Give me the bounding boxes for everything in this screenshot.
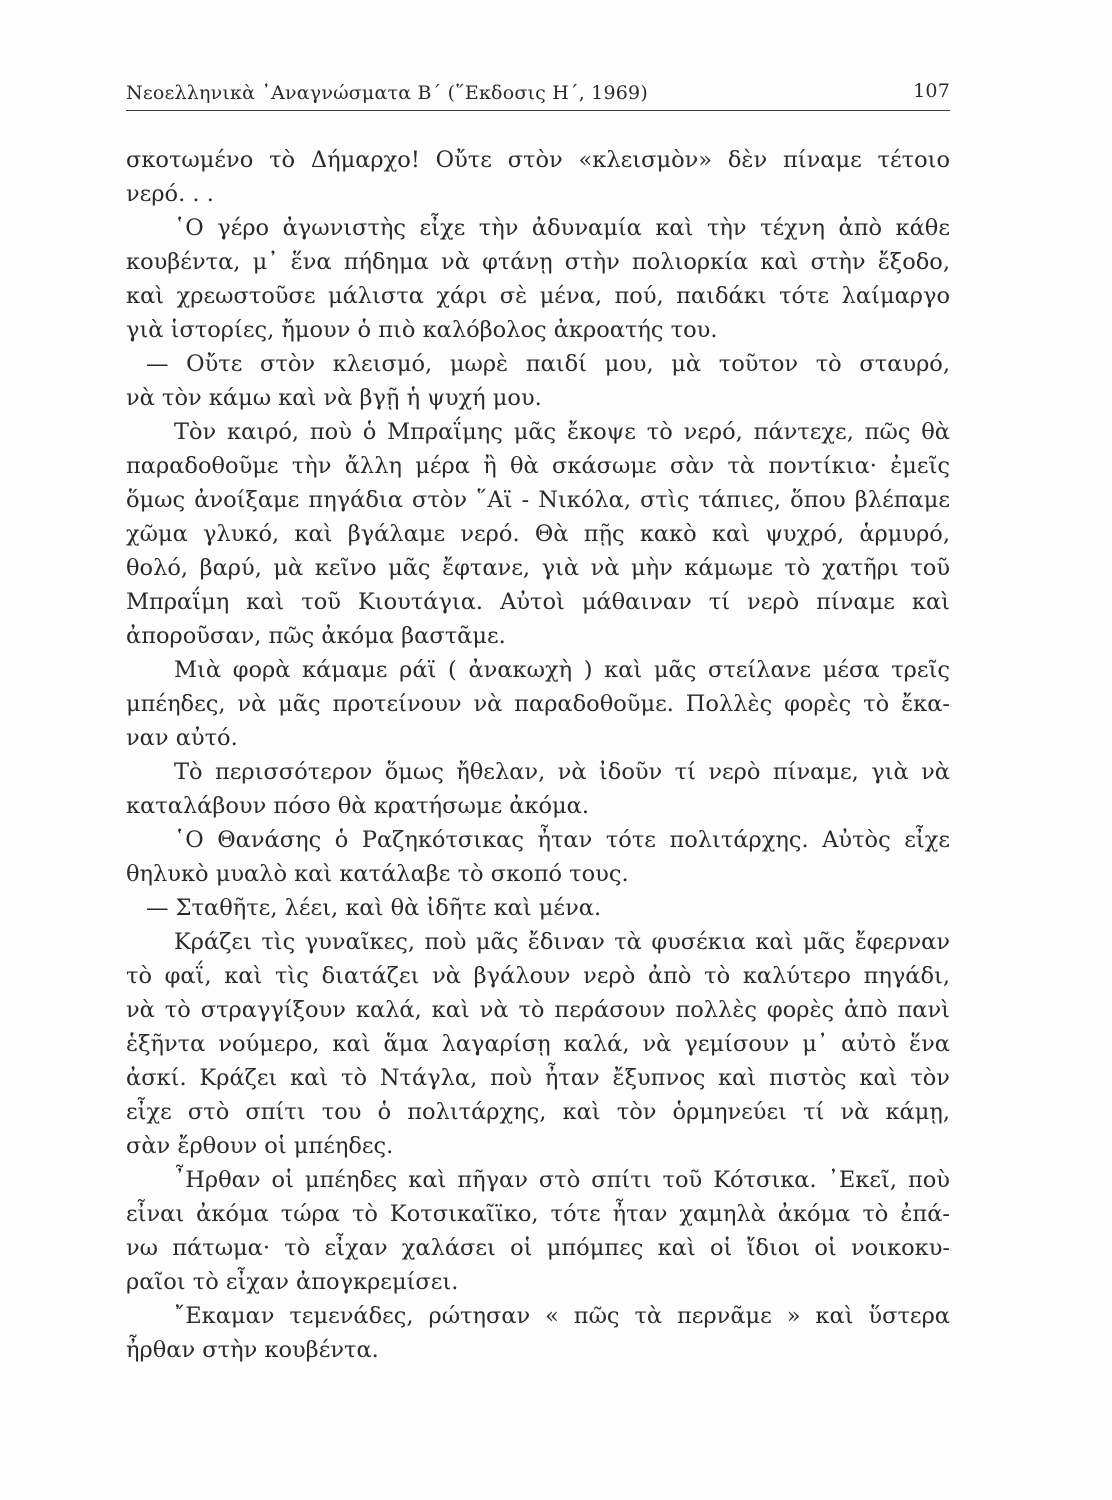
body-text xyxy=(126,143,950,1367)
text-line: θηλυκὸ μυαλὸ καὶ κατάλαβε τὸ σκοπό τους. xyxy=(126,861,629,887)
text-line: ῾Ο Θανάσης ὁ Ραζηκότσικας ἦταν τότε πολιτάρχης. Αὐτὸς εἶχε xyxy=(174,827,950,853)
text-line: — Οὔτε στὸν κλεισμό, μωρὲ παιδί μου, μὰ τοῦτον τὸ σταυρό, xyxy=(146,351,950,377)
text-line: ῎Εκαμαν τεμενάδες, ρώτησαν « πῶς τὰ περνᾶμε » καὶ ὕστερα xyxy=(174,1303,950,1329)
text-line: σκοτωμένο τὸ Δήμαρχο! Οὔτε στὸν «κλεισμὸν» δὲν πίναμε τέτοιο xyxy=(126,147,950,173)
text-line: καταλάβουν πόσο θὰ κρατήσωμε ἀκόμα. xyxy=(126,793,590,819)
text-line: ἀσκί. Κράζει καὶ τὸ Ντάγλα, ποὺ ἦταν ἔξυπνος καὶ πιστὸς καὶ τὸν xyxy=(126,1065,950,1091)
text-line: νὰ τὸν κάμω καὶ νὰ βγῇ ἡ ψυχή μου. xyxy=(126,385,542,411)
text-line: κουβέντα, μ᾿ ἕνα πήδημα νὰ φτάνῃ στὴν πολιορκία καὶ στὴν ἔξοδο, xyxy=(126,249,950,275)
text-line: νω πάτωμα· τὸ εἶχαν χαλάσει οἱ μπόμπες καὶ οἱ ἴδιοι οἱ νοικοκυ- xyxy=(126,1235,950,1261)
text-line: νερό. . . xyxy=(126,181,214,207)
text-line: σὰν ἔρθουν οἱ μπέηδες. xyxy=(126,1133,394,1159)
text-line: Μπραΐμη καὶ τοῦ Κιουτάγια. Αὐτοὶ μάθαιναν τί νερὸ πίναμε καὶ xyxy=(126,589,950,615)
text-line: εἶχε στὸ σπίτι του ὁ πολιτάρχης, καὶ τὸν ὁρμηνεύει τί νὰ κάμῃ, xyxy=(126,1099,950,1125)
text-line: καὶ χρεωστοῦσε μάλιστα χάρι σὲ μένα, πού, παιδάκι τότε λαίμαργο xyxy=(126,283,950,309)
text-line: Κράζει τὶς γυναῖκες, ποὺ μᾶς ἔδιναν τὰ φυσέκια καὶ μᾶς ἔφερναν xyxy=(174,929,950,955)
text-line: ἦρθαν στὴν κουβέντα. xyxy=(126,1337,379,1363)
text-line: Τὸ περισσότερον ὅμως ἤθελαν, νὰ ἰδοῦν τί νερὸ πίναμε, γιὰ νὰ xyxy=(174,759,950,785)
text-line: Τὸν καιρό, ποὺ ὁ Μπραΐμης μᾶς ἔκοψε τὸ νερό, πάντεχε, πῶς θὰ xyxy=(174,419,950,445)
text-line: ὅμως ἀνοίξαμε πηγάδια στὸν ῞Αϊ - Νικόλα, στὶς τάπιες, ὅπου βλέπαμε xyxy=(126,487,950,513)
text-line: — Σταθῆτε, λέει, καὶ θὰ ἰδῆτε καὶ μένα. xyxy=(146,895,602,921)
text-line: ναν αὐτό. xyxy=(126,725,238,751)
text-line: τὸ φαΐ, καὶ τὶς διατάζει νὰ βγάλουν νερὸ ἀπὸ τὸ καλύτερο πηγάδι, xyxy=(126,963,950,989)
running-title: Νεοελληνικὰ ᾿Αναγνώσματα Β΄ (῞Εκδοσις Η΄, 1969) xyxy=(126,82,648,104)
text-line: Μιὰ φορὰ κάμαμε ράϊ ( ἀνακωχὴ ) καὶ μᾶς στείλανε μέσα τρεῖς xyxy=(174,657,950,683)
text-line: ῏Ηρθαν οἱ μπέηδες καὶ πῆγαν στὸ σπίτι τοῦ Κότσικα. ᾿Εκεῖ, ποὺ xyxy=(174,1167,950,1193)
text-line: μπέηδες, νὰ μᾶς προτείνουν νὰ παραδοθοῦμε. Πολλὲς φορὲς τὸ ἔκα- xyxy=(126,691,950,717)
text-line: γιὰ ἱστορίες, ἤμουν ὁ πιὸ καλόβολος ἀκροατής του. xyxy=(126,317,718,343)
text-line: χῶμα γλυκό, καὶ βγάλαμε νερό. Θὰ πῇς κακὸ καὶ ψυχρό, ἁρμυρό, xyxy=(126,521,950,547)
running-header xyxy=(126,76,950,111)
text-line: θολό, βαρύ, μὰ κεῖνο μᾶς ἔφτανε, γιὰ νὰ μὴν κάμωμε τὸ χατῆρι τοῦ xyxy=(126,555,950,581)
page-number: 107 xyxy=(913,80,950,102)
text-line: ἑξῆντα νούμερο, καὶ ἅμα λαγαρίσῃ καλά, νὰ γεμίσουν μ᾿ αὐτὸ ἕνα xyxy=(126,1031,950,1057)
text-line: ἀποροῦσαν, πῶς ἀκόμα βαστᾶμε. xyxy=(126,623,506,649)
text-line: νὰ τὸ στραγγίξουν καλά, καὶ νὰ τὸ περάσουν πολλὲς φορὲς ἀπὸ πανὶ xyxy=(126,997,950,1023)
text-line: εἶναι ἀκόμα τώρα τὸ Κοτσικαῖϊκο, τότε ἦταν χαμηλὰ ἀκόμα τὸ ἐπά- xyxy=(126,1201,950,1227)
text-line: παραδοθοῦμε τὴν ἄλλη μέρα ἢ θὰ σκάσωμε σὰν τὰ ποντίκια· ἐμεῖς xyxy=(126,453,950,479)
text-line: ῾Ο γέρο ἀγωνιστὴς εἶχε τὴν ἀδυναμία καὶ τὴν τέχνη ἀπὸ κάθε xyxy=(174,215,950,241)
text-line: ραῖοι τὸ εἶχαν ἀπογκρεμίσει. xyxy=(126,1269,459,1295)
